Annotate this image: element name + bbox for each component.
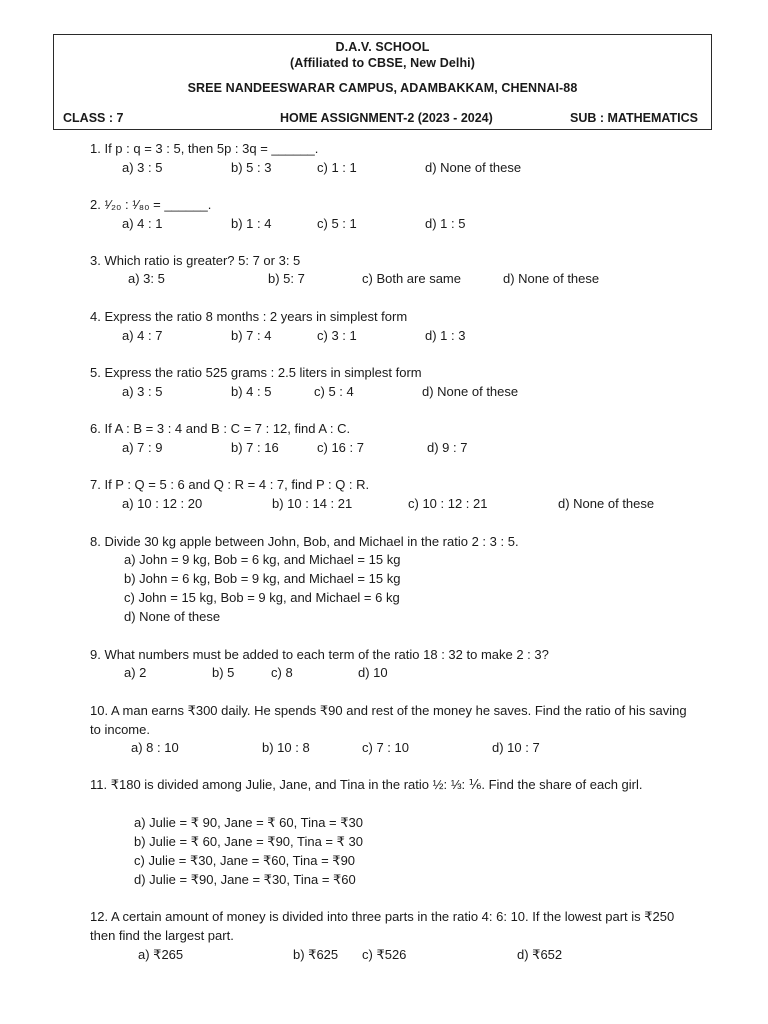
option: c) Julie = ₹30, Jane = ₹60, Tina = ₹90 — [134, 853, 356, 868]
option: b) 4 : 5 — [231, 384, 272, 399]
option: c) ₹526 — [362, 947, 407, 962]
question-12-options — [0, 945, 768, 964]
option: c) 8 — [271, 665, 293, 680]
option: b) 10 : 14 : 21 — [272, 496, 353, 511]
class-label: CLASS : 7 — [63, 111, 124, 125]
question-4-options — [0, 326, 768, 345]
option: c) 16 : 7 — [317, 440, 364, 455]
option: b) 7 : 16 — [231, 440, 279, 455]
option: d) None of these — [422, 384, 519, 399]
question-9-options — [0, 663, 768, 682]
option: b) 7 : 4 — [231, 328, 272, 343]
question-3: 3. Which ratio is greater? 5: 7 or 3: 5 — [90, 253, 301, 268]
question-7: 7. If P : Q = 5 : 6 and Q : R = 4 : 7, find P : Q : R. — [90, 477, 370, 492]
option: a) 10 : 12 : 20 — [122, 496, 203, 511]
option: b) Julie = ₹ 60, Jane = ₹90, Tina = ₹ 30 — [134, 834, 363, 849]
option: c) 1 : 1 — [317, 160, 357, 175]
question-6: 6. If A : B = 3 : 4 and B : C = 7 : 12, find A : C. — [90, 421, 351, 436]
option: c) 3 : 1 — [317, 328, 357, 343]
option: d) ₹652 — [517, 947, 563, 962]
question-11: 11. ₹180 is divided among Julie, Jane, and Tina in the ratio ½: ⅓: ⅙. Find the share of each girl. — [90, 777, 643, 792]
option: d) 10 — [358, 665, 388, 680]
assignment-title: HOME ASSIGNMENT-2 (2023 - 2024) — [280, 111, 493, 125]
option: a) 3: 5 — [128, 271, 165, 286]
option: c) Both are same — [362, 271, 461, 286]
question-8: 8. Divide 30 kg apple between John, Bob, and Michael in the ratio 2 : 3 : 5. — [90, 534, 519, 549]
option: b) John = 6 kg, Bob = 9 kg, and Michael = 15 kg — [124, 571, 401, 586]
question-5: 5. Express the ratio 525 grams : 2.5 liters in simplest form — [90, 365, 422, 380]
option: c) John = 15 kg, Bob = 9 kg, and Michael = 6 kg — [124, 590, 400, 605]
option: a) ₹265 — [138, 947, 184, 962]
option: a) 2 — [124, 665, 147, 680]
option: b) 1 : 4 — [231, 216, 272, 231]
option: a) 3 : 5 — [122, 384, 163, 399]
campus-address: SREE NANDEESWARAR CAMPUS, ADAMBAKKAM, CHENNAI-88 — [187, 81, 578, 95]
option: a) 7 : 9 — [122, 440, 163, 455]
option: c) 10 : 12 : 21 — [408, 496, 488, 511]
option: a) John = 9 kg, Bob = 6 kg, and Michael = 15 kg — [124, 552, 401, 567]
question-1-options — [0, 158, 768, 177]
option: c) 5 : 4 — [314, 384, 354, 399]
option: c) 7 : 10 — [362, 740, 409, 755]
option: b) ₹625 — [293, 947, 339, 962]
option: d) 10 : 7 — [492, 740, 540, 755]
option: d) None of these — [558, 496, 655, 511]
option: d) None of these — [503, 271, 600, 286]
question-3-options — [0, 269, 768, 288]
question-10-options — [0, 738, 768, 757]
option: b) 5 — [212, 665, 235, 680]
option: a) 8 : 10 — [131, 740, 179, 755]
affiliation: (Affiliated to CBSE, New Delhi) — [289, 56, 476, 70]
question-6-options — [0, 438, 768, 457]
option: a) 3 : 5 — [122, 160, 163, 175]
option: a) 4 : 7 — [122, 328, 163, 343]
option: a) 4 : 1 — [122, 216, 163, 231]
option: d) Julie = ₹90, Jane = ₹30, Tina = ₹60 — [134, 872, 356, 887]
subject-label: SUB : MATHEMATICS — [570, 111, 698, 125]
option: b) 10 : 8 — [262, 740, 310, 755]
question-5-options — [0, 382, 768, 401]
question-1: 1. If p : q = 3 : 5, then 5p : 3q = ______. — [90, 141, 319, 156]
question-12: 12. A certain amount of money is divided into three parts in the ratio 4: 6: 10. If the lowest part is ₹250 then find the largest part. — [90, 909, 675, 943]
option: c) 5 : 1 — [317, 216, 357, 231]
school-name: D.A.V. SCHOOL — [335, 40, 430, 54]
question-7-options — [0, 494, 768, 513]
option: b) 5: 7 — [268, 271, 305, 286]
option: d) 1 : 3 — [425, 328, 466, 343]
question-9: 9. What numbers must be added to each term of the ratio 18 : 32 to make 2 : 3? — [90, 647, 549, 662]
question-2-options — [0, 214, 768, 233]
option: d) None of these — [124, 609, 221, 624]
option: a) Julie = ₹ 90, Jane = ₹ 60, Tina = ₹30 — [134, 815, 363, 830]
question-4: 4. Express the ratio 8 months : 2 years in simplest form — [90, 309, 408, 324]
option: d) 1 : 5 — [425, 216, 466, 231]
option: d) 9 : 7 — [427, 440, 468, 455]
option: d) None of these — [425, 160, 522, 175]
option: b) 5 : 3 — [231, 160, 272, 175]
question-10: 10. A man earns ₹300 daily. He spends ₹90 and rest of the money he saves. Find the ratio of his saving to income. — [90, 703, 687, 737]
question-2: 2. ¹⁄₂₀ : ¹⁄₈₀ = ______. — [90, 197, 212, 212]
